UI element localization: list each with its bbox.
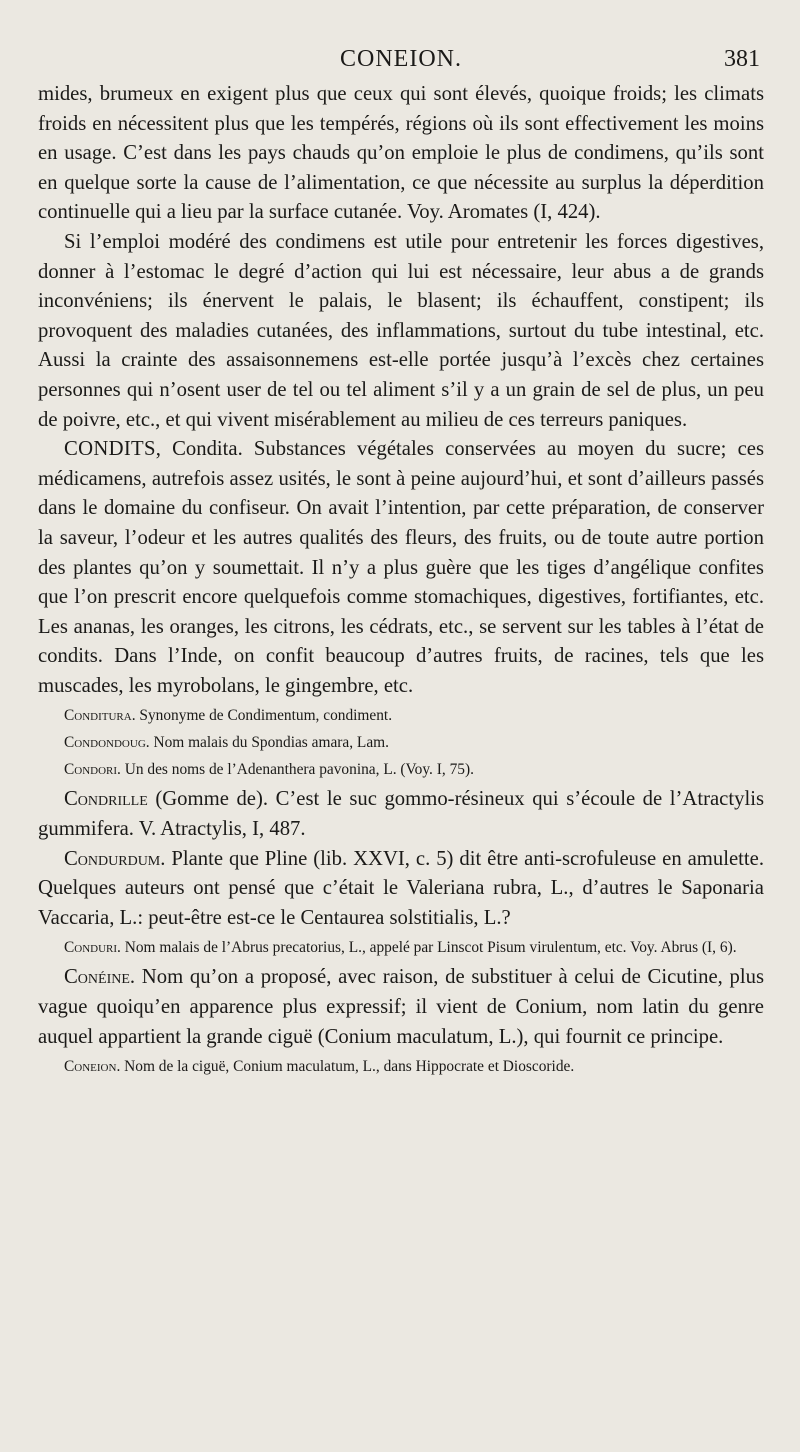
page-number: 381: [724, 46, 760, 72]
note-conditura: [38, 704, 764, 727]
entry-text: . Plante que Pline (lib. XXVI, c. 5) dit être anti-scrofuleuse en amulette. Quelques auteurs ont pensé que c’était le Valeriana rubra, L., d’autres le Saponaria Vaccaria, L.: peut-être est-ce le Centaurea solstitialis, L.?: [38, 847, 764, 929]
entry-lemma: Condrille: [64, 788, 148, 811]
entry-text: . Un des noms de l’Adenanthera pavonina, L. (Voy. I, 75).: [117, 761, 474, 779]
entry-condits: [38, 435, 764, 701]
note-coneion: [38, 1055, 764, 1078]
paragraph-text: Si l’emploi modéré des condimens est utile pour entretenir les forces digestives, donner à l’estomac le degré d’action qui lui est nécessaire, leur abus a de grands inconvéniens; ils énervent le palais, le blasent; ils échauffent, constipent; ils provoquent des maladies cutanées, des inflammations, surtout du tube intestinal, etc. Aussi la crainte des assaisonnemens est-elle portée jusqu’à l’excès chez certaines personnes qui n’osent user de tel ou tel aliment s’il y a un grain de sel de plus, un peu de poivre, etc., et qui vivent misérablement au milieu de ces terreurs paniques.: [38, 230, 764, 431]
note-condondoug: [38, 731, 764, 754]
entry-text: . Nom malais du Spondias amara, Lam.: [145, 734, 389, 752]
entry-text: (Gomme de). C’est le suc gommo-résineux qui s’écoule de l’Atractylis gummifera. V. Atractylis, I, 487.: [38, 788, 764, 841]
entry-lemma: Coneion: [64, 1058, 117, 1076]
entry-text: . Synonyme de Condimentum, condiment.: [131, 707, 393, 725]
entry-lemma: Conditura: [64, 707, 132, 725]
entry-lemma: Condurdum: [64, 847, 161, 870]
entry-lemma: Conéine: [64, 966, 130, 989]
entry-coneine: [38, 963, 764, 1052]
entry-text: . Nom malais de l’Abrus precatorius, L., appelé par Linscot Pisum virulentum, etc. Voy. Abrus (I, 6).: [117, 939, 737, 957]
paragraph-text: mides, brumeux en exigent plus que ceux qui sont élevés, quoique froids; les climats froids en nécessitent plus que les tempérés, régions où ils sont effectivement les moins en usage. C’est dans les pays chauds qu’on emploie le plus de condimens, qu’ils sont en quelque sorte la cause de l’alimentation, ce que nécessite au surplus la déperdition continuelle qui a lieu par la surface cutanée. Voy. Aromates (I, 424).: [38, 83, 764, 224]
entry-condurdum: [38, 845, 764, 934]
entry-text: . Nom de la ciguë, Conium maculatum, L., dans Hippocrate et Dioscoride.: [116, 1058, 575, 1076]
note-condori: [38, 758, 764, 781]
page-header: [38, 38, 764, 80]
entry-lemma: Condori: [64, 761, 118, 779]
paragraph-continuation: [38, 80, 764, 228]
running-head: CONEION.: [340, 46, 462, 72]
entry-text: , Condita. Substances végétales conservées au moyen du sucre; ces médicamens, autrefois assez usités, le sont à peine aujourd’hui, et sont d’ailleurs passés dans le domaine du confiseur. On avait l’intention, par cette préparation, de conserver la saveur, l’odeur et les autres qualités des fleurs, des fruits, ou de toute autre portion des plantes qu’on y soumettait. Il n’y a plus guère que les tiges d’angélique confites que l’on prescrit encore quelquefois comme stomachiques, digestives, fortifiantes, etc. Les ananas, les oranges, les citrons, les cédrats, etc., se servent sur les tables à l’état de condits. Dans l’Inde, on confit beaucoup d’autres fruits, de racines, tels que les muscades, les myrobolans, le gingembre, etc.: [38, 438, 764, 697]
paragraph-condimens-abuse: [38, 228, 764, 435]
note-conduri: [38, 936, 764, 959]
entry-lemma: Condondoug: [64, 734, 146, 752]
entry-condrille: [38, 785, 764, 844]
entry-text: . Nom qu’on a proposé, avec raison, de substituer à celui de Cicutine, plus vague quoiqu’en apparence plus expressif; il vient de Conium, nom latin du genre auquel appartient la grande ciguë (Conium maculatum, L.), qui fournit ce principe.: [38, 966, 764, 1048]
entry-lemma: CONDITS: [64, 438, 156, 461]
entry-lemma: Conduri: [64, 939, 118, 957]
